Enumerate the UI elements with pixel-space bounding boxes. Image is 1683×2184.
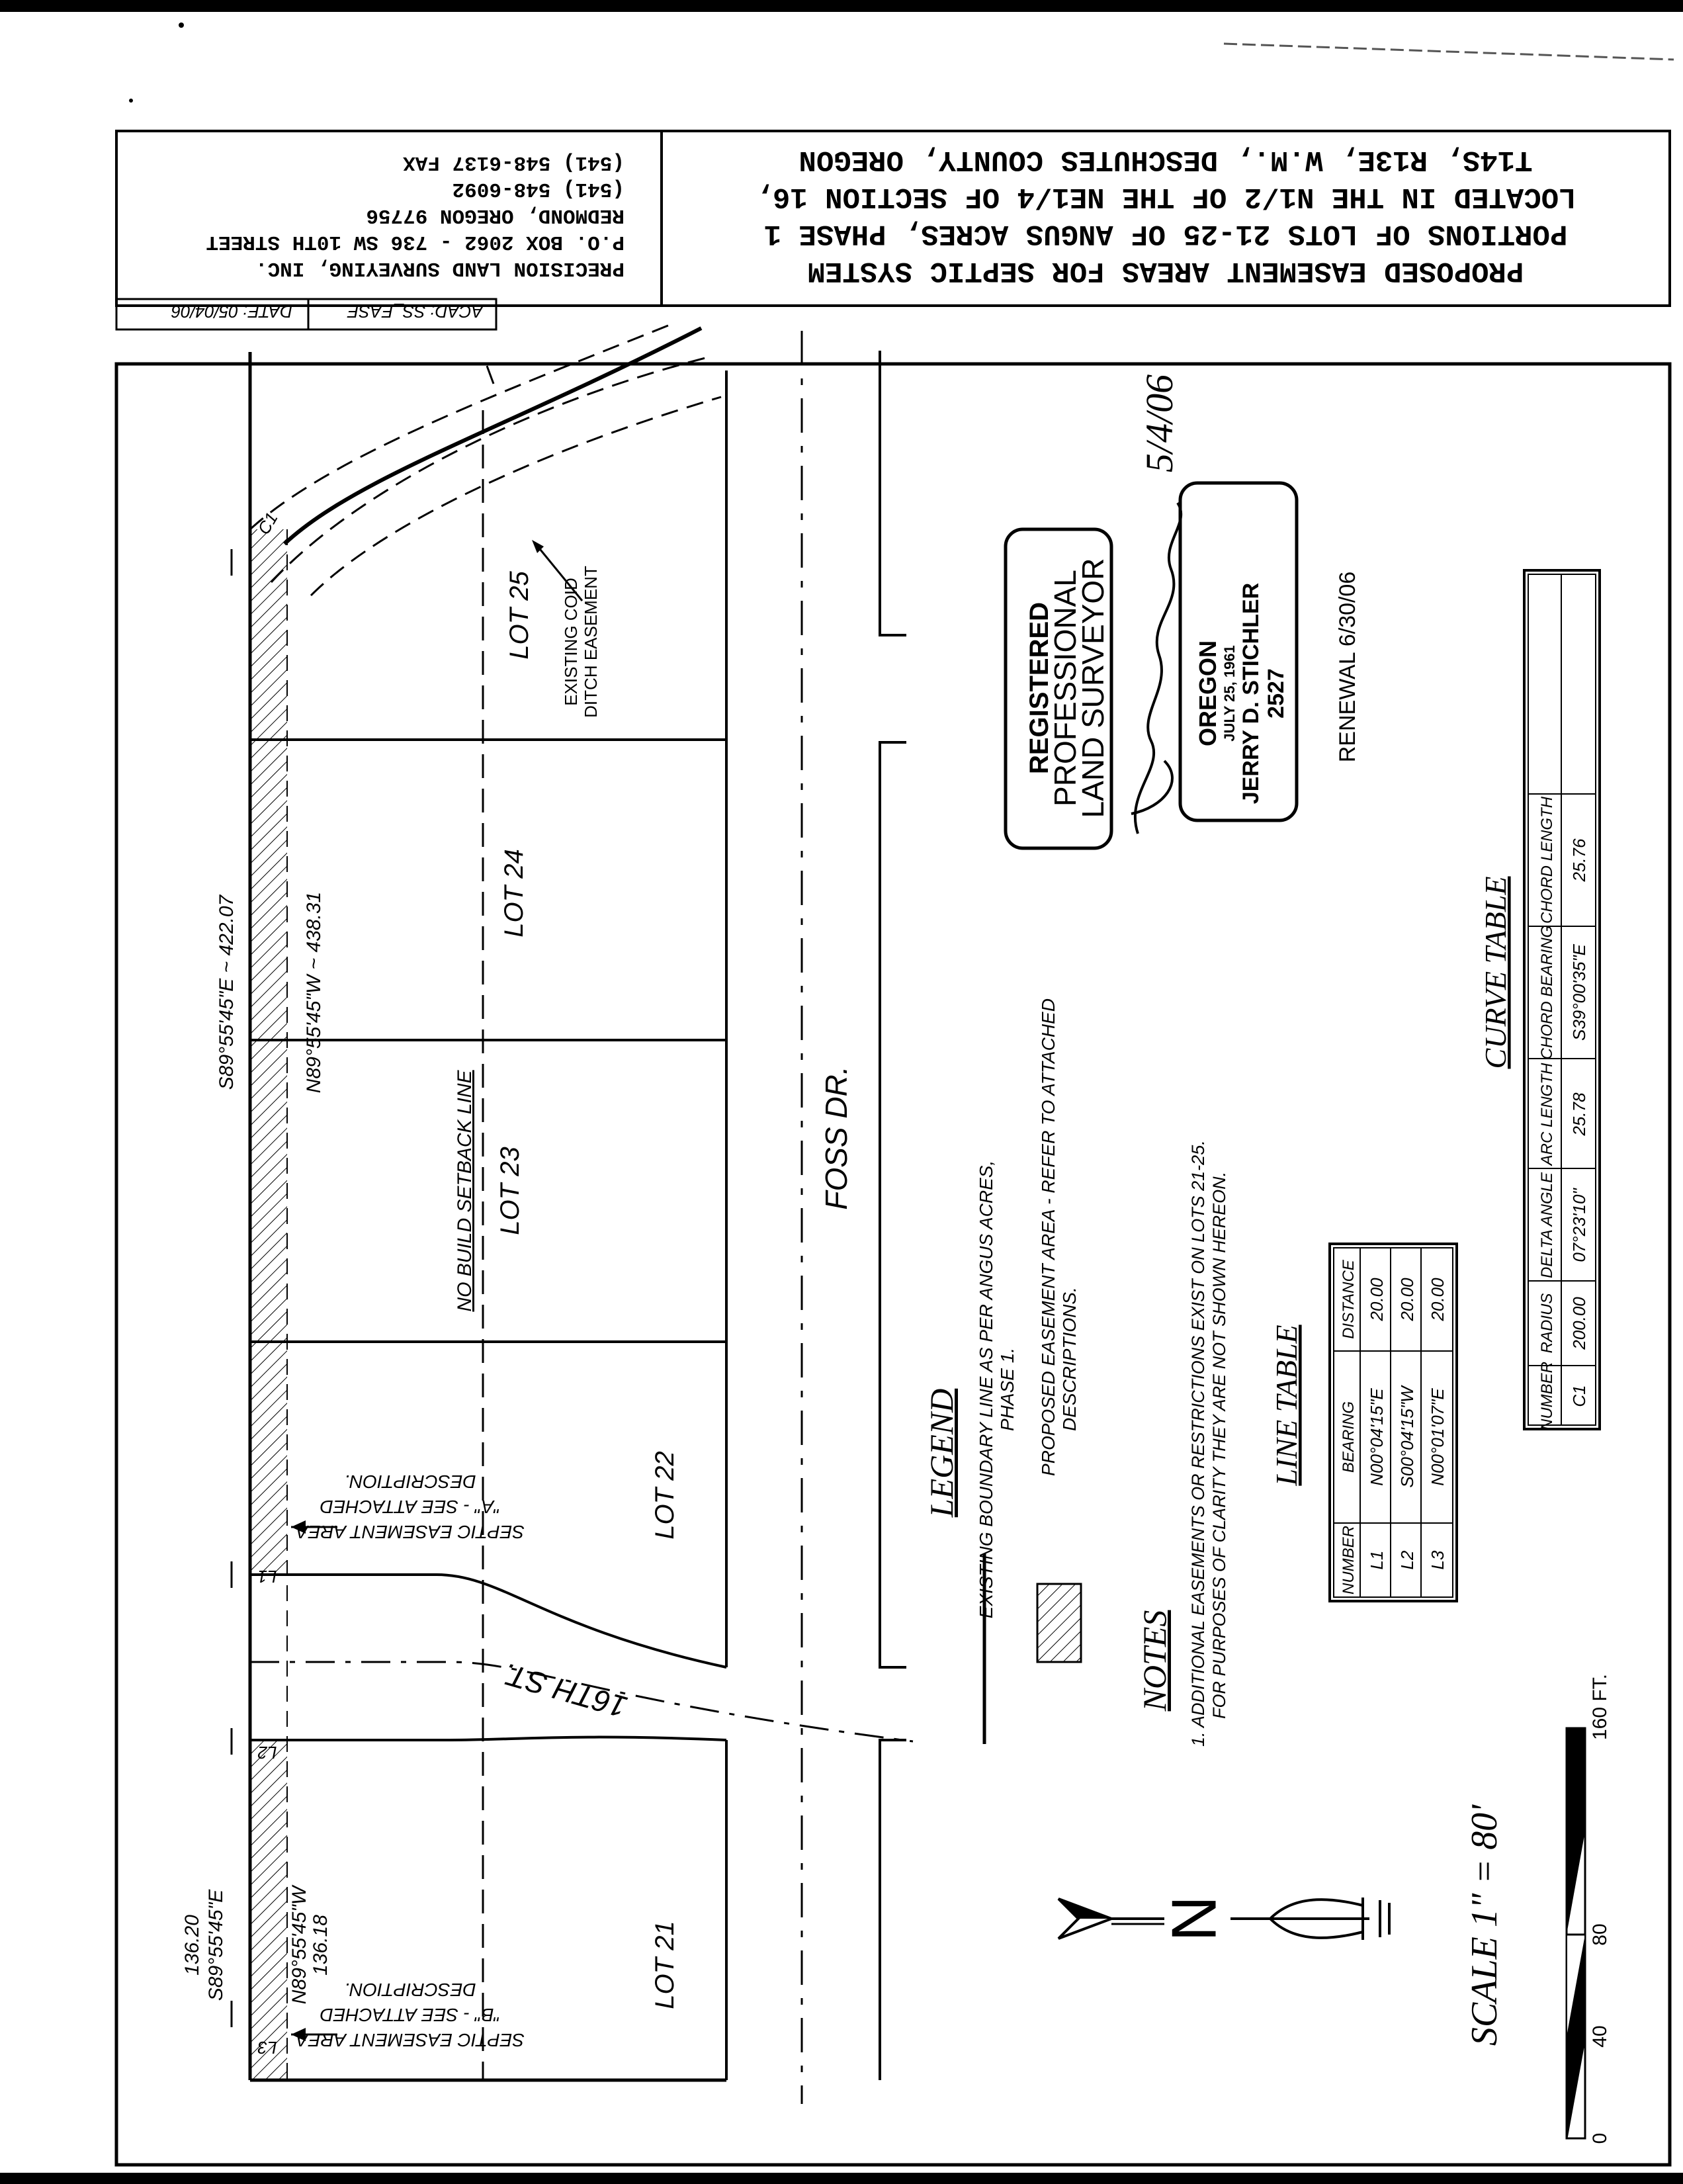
drawing-date: DATE: 05/04/06 — [171, 302, 292, 322]
street-16th-label: 16TH ST. — [498, 1656, 631, 1725]
line-table-header-distance: DISTANCE — [1340, 1260, 1358, 1339]
line-table-row-3-number: L3 — [1428, 1550, 1447, 1570]
lot-23-label: LOT 23 — [496, 1147, 525, 1235]
company-name: PRECISION LAND SURVEYING, INC. — [255, 257, 625, 280]
line-table-row-1-number: L1 — [1367, 1550, 1387, 1570]
scale-tick-40: 40 — [1589, 2025, 1611, 2048]
stamp-professional: PROFESSIONAL — [1048, 570, 1082, 807]
drawing-acad: ACAD: SS_EASE — [347, 302, 483, 322]
legend-easement-swatch — [1037, 1584, 1081, 1662]
curve-table-row-1-chord-length: 25.76 — [1569, 838, 1589, 882]
line-table-header-bearing: BEARING — [1340, 1401, 1358, 1473]
coid-label-1: EXISTING COID — [561, 578, 581, 706]
line-table-title: LINE TABLE — [1270, 1325, 1303, 1486]
setback-line-label: NO BUILD SETBACK LINE — [454, 1070, 476, 1312]
stamp-number: 2527 — [1264, 668, 1289, 719]
stamp-state: OREGON — [1194, 640, 1221, 747]
signature-date: 5/4/06 — [1138, 374, 1181, 473]
note-1-line2: FOR PURPOSES OF CLARITY THEY ARE NOT SHOWN HEREON. — [1209, 1171, 1229, 1719]
easement-strip-b — [250, 1739, 287, 2080]
curve-table-header-delta: DELTA ANGLE — [1538, 1172, 1556, 1279]
company-address-1: P.O. BOX 2062 - 736 SW 10TH STREET — [206, 230, 625, 253]
curve-table-row-1-radius: 200.00 — [1569, 1297, 1589, 1350]
legend — [923, 998, 1081, 1744]
line-l3-mark: L3 — [257, 2038, 277, 2058]
curve-table-row-1-delta: 07°23'10" — [1569, 1188, 1589, 1262]
legend-item-2-line2: DESCRIPTIONS. — [1059, 1287, 1080, 1431]
signature: Jerry D Stichler — [1130, 553, 1170, 783]
title-line-4: T14S, R13E, W.M., DESCHUTES COUNTY, OREGON — [798, 143, 1533, 176]
scale-label: SCALE 1" = 80' — [1464, 1804, 1505, 2046]
curve-table-row-1-arc: 25.78 — [1569, 1092, 1589, 1136]
scale-tick-80: 80 — [1589, 1923, 1611, 1946]
setback-line-bearing: N89°55'45"W ~ 438.31 — [303, 891, 325, 1094]
north-line-bearing: S89°55'45"E ~ 422.07 — [216, 895, 237, 1090]
easement-b-callout-1: SEPTIC EASEMENT AREA — [296, 2030, 525, 2050]
curve-table-row-1-number: C1 — [1569, 1385, 1589, 1407]
north-arrow — [1058, 1896, 1389, 1941]
line-l1-mark: L1 — [257, 1567, 277, 1587]
title-line-1: PROPOSED EASEMENT AREAS FOR SEPTIC SYSTEM — [807, 254, 1524, 287]
line-l2-mark: L2 — [257, 1743, 277, 1763]
note-1-line1: 1. ADDITIONAL EASEMENTS OR RESTRICTIONS EXIST ON LOTS 21-25. — [1188, 1140, 1208, 1747]
line-table-row-1-bearing: N00°04'15"E — [1367, 1388, 1387, 1486]
lot21-top-bearing: S89°55'45"E — [205, 1889, 227, 2001]
legend-title: LEGEND — [923, 1388, 960, 1518]
street-foss-label: FOSS DR. — [819, 1066, 853, 1210]
line-table-row-1-distance: 20.00 — [1367, 1278, 1387, 1321]
curve-table-row-1-chord-bearing: S39°00'35"E — [1569, 943, 1589, 1041]
lot21-top-distance: 136.20 — [181, 1915, 203, 1976]
title-line-3: LOCATED IN THE N1/2 OF THE NE1/4 OF SECTION 16, — [755, 180, 1576, 213]
curve-table-title: CURVE TABLE — [1479, 876, 1512, 1069]
easement-a-callout-2: "A" - SEE ATTACHED — [320, 1497, 501, 1517]
line-table-header-number: NUMBER — [1340, 1525, 1358, 1595]
easement-strip-a — [250, 529, 287, 1573]
lot21-south-bearing: N89°55'45"W — [288, 1886, 310, 2005]
curve-table-header-chord-bearing: CHORD BEARING — [1538, 925, 1556, 1060]
signature-scribble — [1131, 503, 1181, 834]
easement-b-callout-2: "B" - SEE ATTACHED — [320, 2005, 501, 2025]
lot-21-label: LOT 21 — [650, 1921, 679, 2009]
line-table-row-2-bearing: S00°04'15"W — [1397, 1386, 1417, 1488]
legend-item-2-line1: PROPOSED EASEMENT AREA - REFER TO ATTACHED — [1038, 998, 1058, 1476]
stamp-name: JERRY D. STICHLER — [1238, 582, 1264, 805]
lot-25-label: LOT 25 — [505, 571, 534, 660]
surveyor-stamp — [1006, 374, 1360, 848]
line-table-row-2-number: L2 — [1397, 1550, 1417, 1570]
title-block — [116, 131, 1670, 306]
company-fax: (541) 548-6137 FAX — [403, 151, 625, 174]
scan-speck — [129, 99, 133, 103]
notes — [1136, 1140, 1229, 1747]
easement-b-callout-3: DESCRIPTION. — [344, 1980, 476, 2000]
stamp-registered: REGISTERED — [1025, 601, 1054, 775]
scale-tick-160: 160 FT. — [1589, 1673, 1611, 1741]
scale-bar — [1464, 1674, 1611, 2144]
lot-24-label: LOT 24 — [499, 849, 529, 938]
scale-tick-0: 0 — [1589, 2132, 1611, 2144]
curve-table-header-chord-length: CHORD LENGTH — [1538, 796, 1556, 924]
stamp-date: JULY 25, 1961 — [1221, 645, 1238, 742]
drawing-info-box — [116, 299, 496, 329]
curve-table-header-number: NUMBER — [1538, 1361, 1556, 1431]
stamp-renewal: RENEWAL 6/30/06 — [1335, 571, 1360, 763]
scan-speck — [179, 22, 184, 28]
company-phone: (541) 548-6092 — [452, 177, 625, 200]
stamp-land-surveyor: LAND SURVEYOR — [1076, 558, 1110, 818]
north-letter: N — [1158, 1896, 1230, 1942]
curve-table — [1479, 570, 1600, 1430]
lot-22-label: LOT 22 — [650, 1451, 679, 1540]
easement-a-callout-3: DESCRIPTION. — [344, 1471, 476, 1492]
line-table-row-3-bearing: N00°01'07"E — [1428, 1388, 1447, 1486]
scan-streak — [1224, 44, 1674, 60]
curve-c1-mark: C1 — [253, 509, 282, 538]
line-table-row-2-distance: 20.00 — [1397, 1278, 1417, 1321]
company-address-2: REDMOND, OREGON 97756 — [366, 204, 625, 227]
easement-a-callout-1: SEPTIC EASEMENT AREA — [296, 1522, 525, 1542]
coid-label-2: DITCH EASEMENT — [581, 566, 601, 718]
line-table-row-3-distance: 20.00 — [1428, 1278, 1447, 1321]
line-table — [1270, 1244, 1457, 1601]
notes-title: NOTES — [1136, 1610, 1173, 1712]
legend-item-1-line1: EXISTING BOUNDARY LINE AS PER ANGUS ACRES, — [976, 1160, 996, 1619]
lot21-south-distance: 136.18 — [310, 1915, 331, 1976]
legend-item-1-line2: PHASE 1. — [997, 1347, 1017, 1431]
curve-table-header-arc: ARC LENGTH — [1538, 1063, 1556, 1166]
title-line-2: PORTIONS OF LOTS 21-25 OF ANGUS ACRES, PHASE 1 — [763, 217, 1568, 250]
curve-table-header-radius: RADIUS — [1538, 1293, 1556, 1354]
